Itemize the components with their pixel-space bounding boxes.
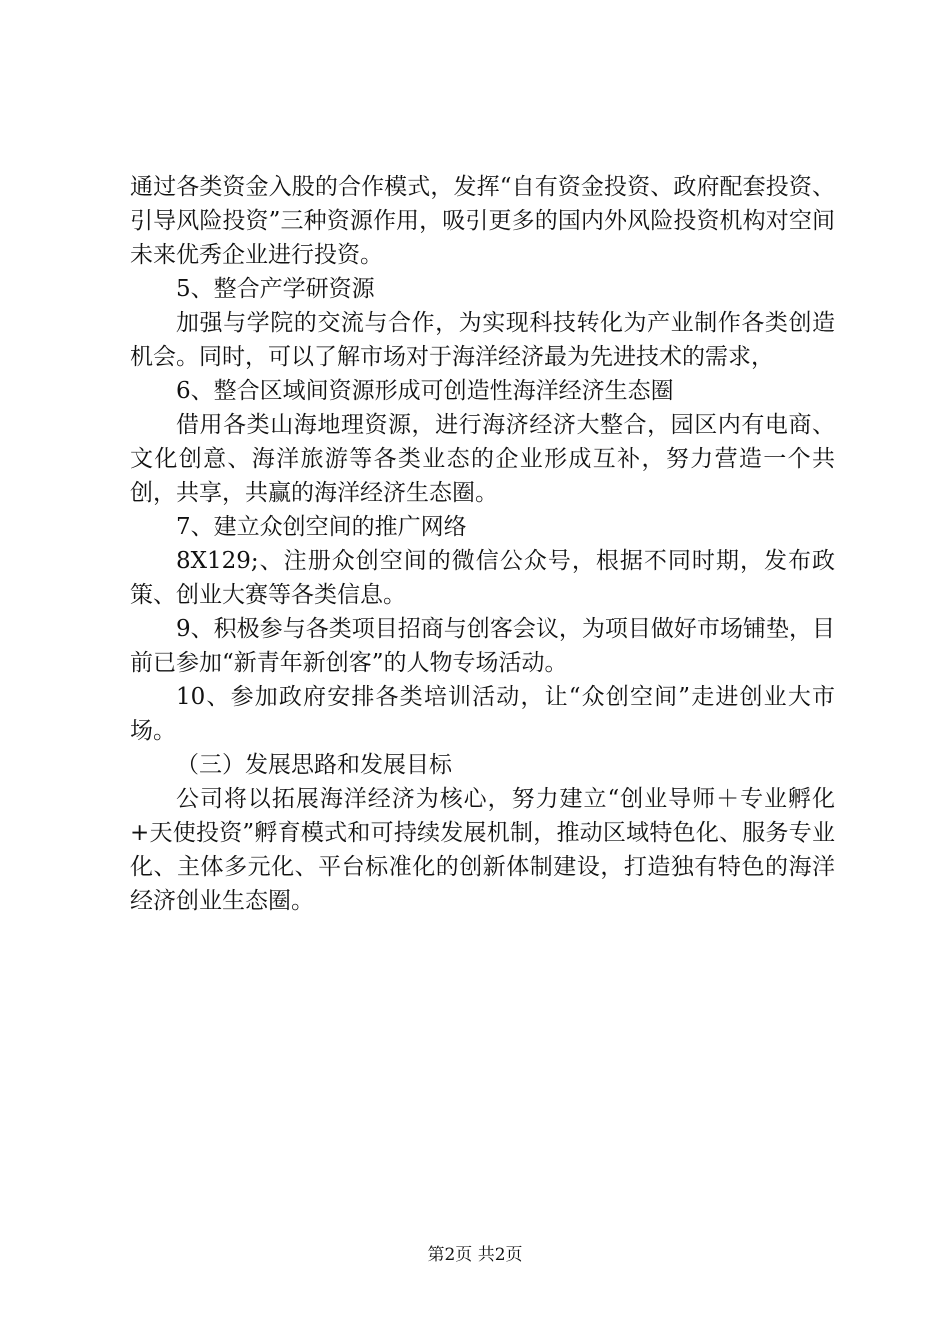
section-heading: 7、建立众创空间的推广网络	[176, 514, 467, 540]
paragraph: 借用各类山海地理资源，进行海济经济大整合，园区内有电商、文化创意、海洋旅游等各类业态的企业形成互补，努力营造一个共创，共享，共赢的海洋经济生态圈。	[130, 412, 835, 506]
paragraph: 加强与学院的交流与合作，为实现科技转化为产业制作各类创造机会。同时，可以了解市场对于海洋经济最为先进技术的需求，	[130, 310, 835, 370]
paragraph: 10、参加政府安排各类培训活动，让“众创空间”走进创业大市场。	[130, 684, 835, 744]
paragraph: 8X129;、注册众创空间的微信公众号，根据不同时期，发布政策、创业大赛等各类信息。	[130, 548, 835, 608]
section-heading: 5、整合产学研资源	[176, 276, 375, 302]
page-number-footer: 第2页 共2页	[427, 1245, 523, 1265]
section-heading: （三）发展思路和发展目标	[176, 752, 452, 778]
document-body	[130, 170, 835, 918]
paragraph: 9、积极参与各类项目招商与创客会议，为项目做好市场铺垫，目前已参加“新青年新创客”的人物专场活动。	[130, 616, 835, 676]
paragraph: 通过各类资金入股的合作模式，发挥“自有资金投资、政府配套投资、引导风险投资”三种资源作用，吸引更多的国内外风险投资机构对空间未来优秀企业进行投资。	[130, 174, 835, 268]
paragraph: 公司将以拓展海洋经济为核心，努力建立“创业导师＋专业孵化+天使投资”孵育模式和可持续发展机制，推动区域特色化、服务专业化、主体多元化、平台标准化的创新体制建设，打造独有特色的海洋经济创业生态圈。	[130, 786, 835, 914]
section-heading: 6、整合区域间资源形成可创造性海洋经济生态圈	[176, 378, 674, 404]
